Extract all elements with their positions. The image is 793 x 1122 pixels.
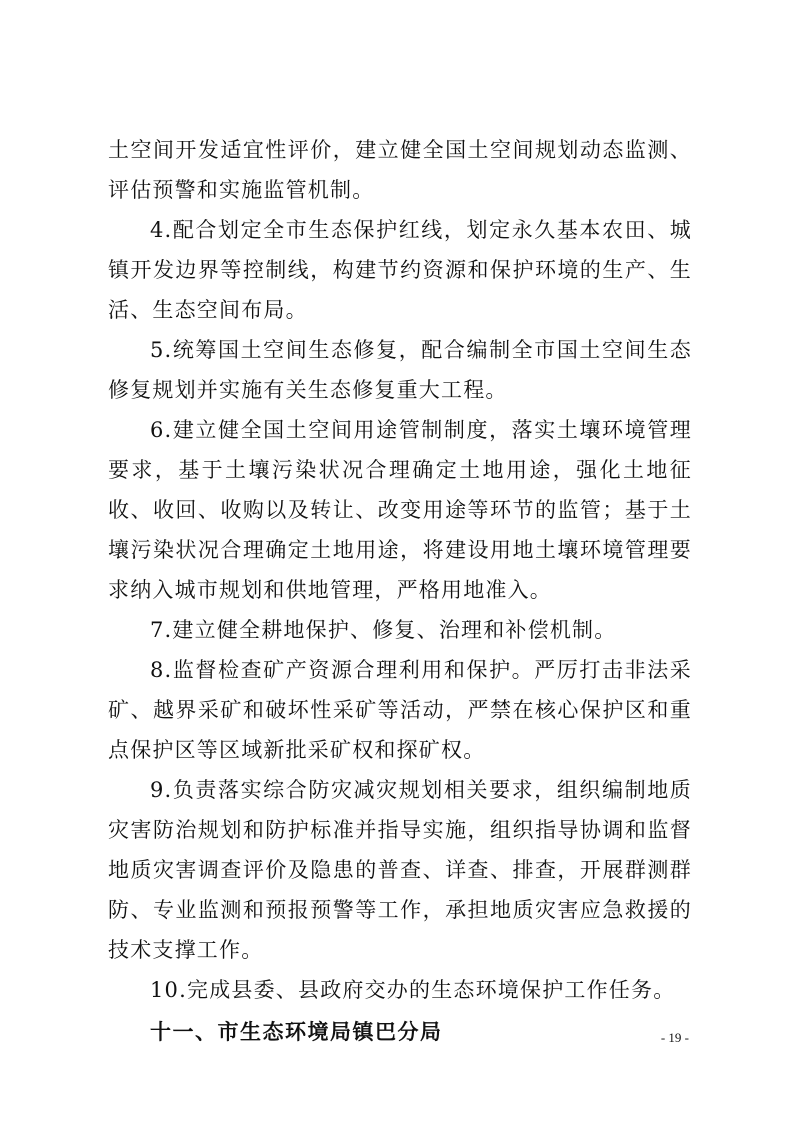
paragraph-item-5: 5.统筹国土空间生态修复，配合编制全市国土空间生态修复规划并实施有关生态修复重大工程。 [108, 338, 692, 402]
paragraph-item-8: 8.监督检查矿产资源合理利用和保护。严厉打击非法采矿、越界采矿和破坏性采矿等活动，严禁在核心保护区和重点保护区等区域新批采矿权和探矿权。 [108, 658, 692, 762]
document-body [108, 130, 692, 1052]
page-number: - 19 - [660, 1030, 689, 1045]
section-heading: 十一、市生态环境局镇巴分局 [150, 1020, 443, 1044]
paragraph-item-9: 9.负责落实综合防灾减灾规划相关要求，组织编制地质灾害防治规划和防护标准并指导实施，组织指导协调和监督地质灾害调查评价及隐患的普查、详查、排查，开展群测群防、专业监测和预报预警等工作，承担地质灾害应急救援的技术支撑工作。 [108, 778, 692, 962]
paragraph-continuation: 土空间开发适宜性评价，建立健全国土空间规划动态监测、评估预警和实施监管机制。 [108, 138, 692, 202]
paragraph-item-4: 4.配合划定全市生态保护红线，划定永久基本农田、城镇开发边界等控制线，构建节约资源和保护环境的生产、生活、生态空间布局。 [108, 218, 692, 322]
paragraph-item-6: 6.建立健全国土空间用途管制制度，落实土壤环境管理要求，基于土壤污染状况合理确定土地用途，强化土地征收、收回、收购以及转让、改变用途等环节的监管；基于土壤污染状况合理确定土地用途，将建设用地土壤环境管理要求纳入城市规划和供地管理，严格用地准入。 [108, 418, 692, 602]
paragraph-item-7: 7.建立健全耕地保护、修复、治理和补偿机制。 [150, 618, 617, 642]
paragraph-item-10: 10.完成县委、县政府交办的生态环境保护工作任务。 [150, 978, 676, 1002]
